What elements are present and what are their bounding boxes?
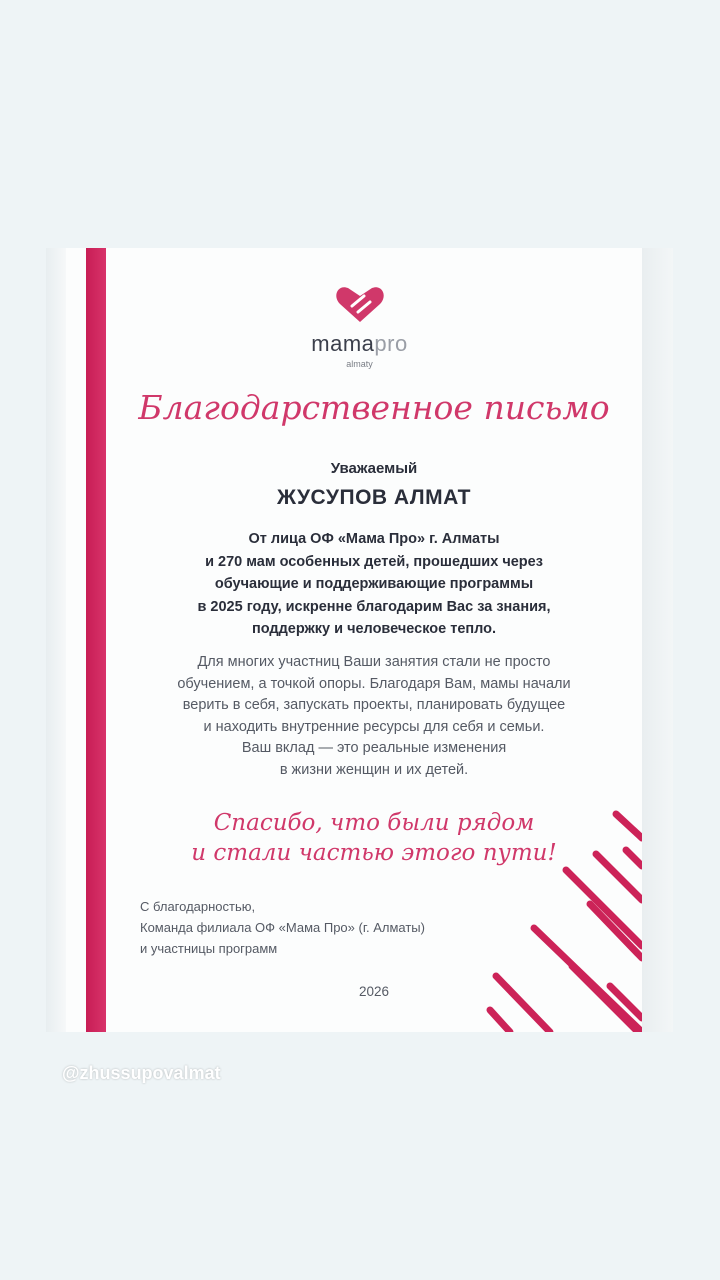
paragraph-main bbox=[106, 528, 642, 641]
thanks-message bbox=[106, 808, 642, 868]
text-line: Для многих участниц Ваши занятия стали не просто bbox=[197, 654, 551, 670]
signature-block bbox=[140, 896, 425, 959]
certificate-photo bbox=[46, 248, 673, 1032]
salutation: Уважаемый bbox=[330, 460, 418, 477]
text-line: и находить внутренние ресурсы для себя и семьи. bbox=[203, 718, 545, 735]
recipient-name: ЖУСУПОВ АЛМАТ bbox=[276, 486, 472, 509]
text-line: С благодарностью, bbox=[140, 899, 256, 914]
letter-year: 2026 bbox=[358, 984, 390, 999]
text-line: Ваш вклад — это реальные изменения bbox=[241, 740, 507, 756]
text-line: Команда филиала ОФ «Мама Про» (г. Алматы) bbox=[140, 920, 425, 935]
text-line: верить в себя, запускать проекты, планировать будущее bbox=[182, 697, 566, 713]
mamapro-logo bbox=[46, 284, 673, 369]
text-line: и стали частью этого пути! bbox=[191, 840, 557, 866]
logo-brand-mama: mama bbox=[311, 331, 375, 356]
text-line: в жизни женщин и их детей. bbox=[279, 761, 469, 778]
text-line: обучающие и поддерживающие программы bbox=[214, 576, 534, 592]
text-line: Спасибо, что были рядом bbox=[213, 810, 535, 836]
logo-brand-pro: pro bbox=[374, 331, 408, 356]
heart-logo-icon bbox=[334, 284, 386, 324]
logo-city: almaty bbox=[346, 359, 373, 369]
paragraph-secondary bbox=[106, 652, 642, 781]
text-line: в 2025 году, искренне благодарим Вас за знания, bbox=[197, 598, 551, 615]
letter-title: Благодарственное письмо bbox=[138, 388, 610, 427]
username-mention-tag[interactable]: @zhussupovalmat bbox=[62, 1063, 221, 1083]
text-line: обучением, а точкой опоры. Благодаря Вам, мамы начали bbox=[177, 675, 571, 692]
text-line: поддержку и человеческое тепло. bbox=[251, 621, 497, 637]
text-line: и участницы программ bbox=[140, 941, 278, 956]
text-line: и 270 мам особенных детей, прошедших через bbox=[205, 553, 543, 570]
text-line: От лица ОФ «Мама Про» г. Алматы bbox=[248, 531, 500, 547]
